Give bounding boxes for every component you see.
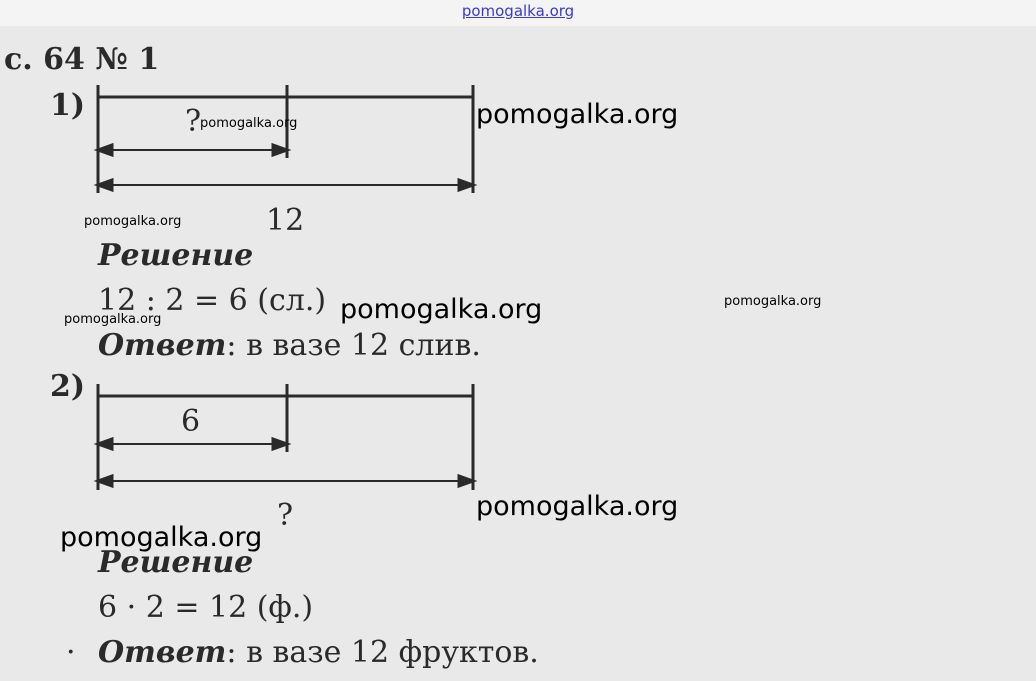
part-1-answer [98,328,481,363]
diagram-2-part-arrowhead-left [98,439,112,449]
part-1-total-label: 12 [266,203,305,238]
watermark-small: pomogalka.org [724,294,822,309]
part-2-part-label: 6 [181,404,201,439]
watermark-big: pomogalka.org [340,294,543,325]
watermark-small: pomogalka.org [64,312,162,327]
task-label: с. 64 № 1 [4,42,160,77]
watermark-small: pomogalka.org [84,214,182,229]
part-2-solution-heading: Решение [98,545,254,580]
part-1-equation: 12 : 2 = 6 (сл.) [98,283,327,318]
part-2-answer-label: Ответ [98,635,227,670]
diagram-1-part-arrowhead-right [273,145,287,155]
part-2-answer-text: : в вазе 12 фруктов. [226,635,539,670]
diagram-1 [98,85,473,193]
part-1-number: 1) [50,88,86,123]
watermark-big: pomogalka.org [476,491,679,522]
part-1-answer-label: Ответ [98,328,227,363]
diagram-2 [98,384,473,490]
diagram-2-part-arrowhead-right [273,439,287,449]
part-2-number: 2) [50,369,86,404]
part-1-answer-text: : в вазе 12 слив. [226,328,481,363]
watermark-big: pomogalka.org [60,522,263,553]
part-1-solution-heading: Решение [98,238,254,273]
part-2-question-mark: ? [277,498,294,533]
site-link[interactable]: pomogalka.org [461,2,575,20]
part-2-answer-bullet: · [66,635,76,670]
diagram-2-total-arrowhead-left [98,476,112,486]
part-1-question-mark: ? [185,104,202,139]
watermark-big: pomogalka.org [476,99,679,130]
diagram-1-part-arrowhead-left [98,145,112,155]
diagram-2-total-arrowhead-right [459,476,473,486]
diagram-1-total-arrowhead-left [98,180,112,190]
watermark-small: pomogalka.org [200,116,298,131]
diagram-1-total-arrowhead-right [459,180,473,190]
part-2-answer [98,635,539,670]
part-2-equation: 6 · 2 = 12 (ф.) [98,590,314,625]
